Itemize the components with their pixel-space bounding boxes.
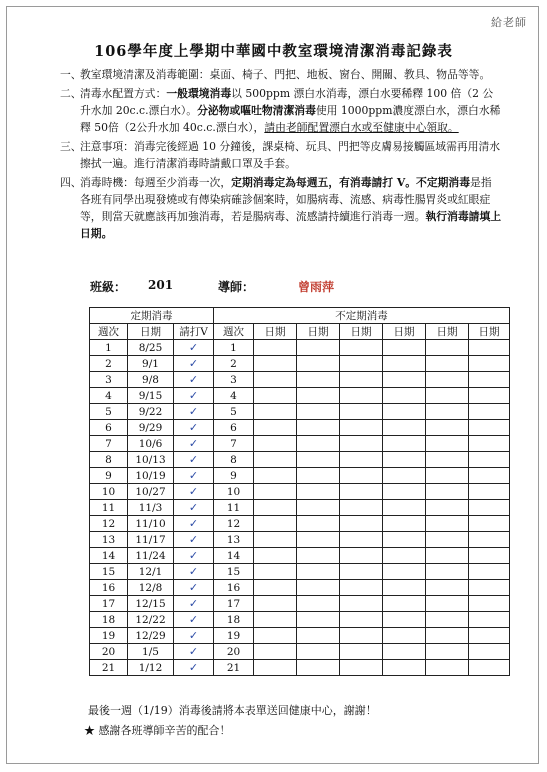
irregular-date-cell[interactable] — [383, 532, 426, 548]
irregular-week-cell: 11 — [214, 500, 254, 516]
col-date-irregular: 日期 — [297, 324, 340, 340]
irregular-week-cell: 20 — [214, 644, 254, 660]
irregular-date-cell[interactable] — [340, 500, 383, 516]
irregular-date-cell[interactable] — [254, 532, 297, 548]
check-cell: ✓ — [174, 468, 214, 484]
item-text: 清毒水配置方式：一般環境消毒以 500ppm 漂白水消毒，漂白水要稀釋 100 倍（2 公升水加 20c.c.漂白水）。分泌物或嘔吐物清潔消毒使用 1000ppm濃度漂白水，漂白水稀釋 50倍（2公升水加 40c.c.漂白水），請由老師配置漂白水或至健康中心領取。 — [80, 87, 501, 134]
check-cell: ✓ — [174, 564, 214, 580]
check-cell: ✓ — [174, 420, 214, 436]
week-cell: 14 — [90, 548, 128, 564]
irregular-date-cell[interactable] — [426, 356, 469, 372]
irregular-date-cell[interactable] — [340, 596, 383, 612]
irregular-date-cell[interactable] — [469, 564, 510, 580]
irregular-week-cell: 6 — [214, 420, 254, 436]
week-cell: 19 — [90, 628, 128, 644]
check-cell: ✓ — [174, 628, 214, 644]
week-cell: 9 — [90, 468, 128, 484]
irregular-date-cell[interactable] — [297, 452, 340, 468]
table-row — [90, 356, 510, 372]
class-value: 201 — [148, 278, 174, 292]
irregular-date-cell[interactable] — [340, 452, 383, 468]
table-row — [90, 628, 510, 644]
irregular-date-cell[interactable] — [383, 340, 426, 356]
irregular-date-cell[interactable] — [426, 452, 469, 468]
irregular-date-cell[interactable] — [297, 516, 340, 532]
col-week: 週次 — [90, 324, 128, 340]
irregular-date-cell[interactable] — [469, 468, 510, 484]
table-row — [90, 484, 510, 500]
irregular-date-cell[interactable] — [340, 468, 383, 484]
irregular-week-cell: 13 — [214, 532, 254, 548]
date-cell: 11/24 — [128, 548, 174, 564]
table-row — [90, 372, 510, 388]
irregular-date-cell[interactable] — [254, 660, 297, 676]
week-cell: 1 — [90, 340, 128, 356]
irregular-date-cell[interactable] — [254, 356, 297, 372]
table-row — [90, 596, 510, 612]
irregular-date-cell[interactable] — [426, 388, 469, 404]
instruction-item-2 — [60, 85, 502, 136]
item-number: 三、 — [60, 140, 82, 153]
irregular-date-cell[interactable] — [297, 484, 340, 500]
irregular-date-cell[interactable] — [426, 660, 469, 676]
instruction-item-1 — [60, 66, 502, 83]
date-cell: 10/27 — [128, 484, 174, 500]
irregular-date-cell[interactable] — [297, 468, 340, 484]
irregular-date-cell[interactable] — [340, 388, 383, 404]
irregular-week-cell: 9 — [214, 468, 254, 484]
check-cell: ✓ — [174, 388, 214, 404]
irregular-date-cell[interactable] — [297, 580, 340, 596]
irregular-date-cell[interactable] — [426, 628, 469, 644]
irregular-week-cell: 1 — [214, 340, 254, 356]
col-date-irregular: 日期 — [383, 324, 426, 340]
irregular-date-cell[interactable] — [340, 372, 383, 388]
table-row — [90, 516, 510, 532]
date-cell: 1/5 — [128, 644, 174, 660]
class-label: 班級： — [90, 280, 127, 294]
check-cell: ✓ — [174, 404, 214, 420]
irregular-week-cell: 18 — [214, 612, 254, 628]
date-cell: 9/22 — [128, 404, 174, 420]
check-cell: ✓ — [174, 372, 214, 388]
irregular-date-cell[interactable] — [254, 580, 297, 596]
check-cell: ✓ — [174, 612, 214, 628]
irregular-date-cell[interactable] — [383, 516, 426, 532]
item-text: 注意事項：消毒完後經過 10 分鐘後，課桌椅、玩具、門把等皮膚易接觸區域需再用清水擦拭一遍。進行清潔消毒時請戴口罩及手套。 — [80, 140, 501, 170]
irregular-date-cell[interactable] — [426, 596, 469, 612]
table-row — [90, 580, 510, 596]
week-cell: 16 — [90, 580, 128, 596]
date-cell: 10/13 — [128, 452, 174, 468]
regular-disinfection-header: 定期消毒 — [90, 308, 214, 324]
date-cell: 1/12 — [128, 660, 174, 676]
irregular-week-cell: 2 — [214, 356, 254, 372]
table-body — [90, 340, 510, 676]
irregular-date-cell[interactable] — [340, 484, 383, 500]
irregular-date-cell[interactable] — [469, 484, 510, 500]
instruction-item-3 — [60, 138, 502, 172]
irregular-date-cell[interactable] — [254, 452, 297, 468]
irregular-date-cell[interactable] — [426, 644, 469, 660]
table-row — [90, 548, 510, 564]
irregular-date-cell[interactable] — [254, 516, 297, 532]
irregular-date-cell[interactable] — [254, 596, 297, 612]
irregular-date-cell[interactable] — [254, 644, 297, 660]
irregular-date-cell[interactable] — [297, 628, 340, 644]
table-row — [90, 468, 510, 484]
irregular-date-cell[interactable] — [297, 340, 340, 356]
irregular-date-cell[interactable] — [383, 356, 426, 372]
week-cell: 10 — [90, 484, 128, 500]
irregular-date-cell[interactable] — [383, 564, 426, 580]
check-cell: ✓ — [174, 484, 214, 500]
check-cell: ✓ — [174, 500, 214, 516]
irregular-date-cell[interactable] — [254, 404, 297, 420]
check-cell: ✓ — [174, 548, 214, 564]
irregular-date-cell[interactable] — [426, 404, 469, 420]
irregular-date-cell[interactable] — [469, 612, 510, 628]
irregular-date-cell[interactable] — [383, 548, 426, 564]
irregular-week-cell: 8 — [214, 452, 254, 468]
week-cell: 17 — [90, 596, 128, 612]
footer-note: 最後一週（1/19）消毒後請將本表單送回健康中心，謝謝！ — [88, 704, 377, 717]
irregular-date-cell[interactable] — [254, 340, 297, 356]
irregular-date-cell[interactable] — [340, 660, 383, 676]
table-row — [90, 644, 510, 660]
check-cell: ✓ — [174, 532, 214, 548]
check-cell: ✓ — [174, 436, 214, 452]
irregular-date-cell[interactable] — [297, 644, 340, 660]
instructions-list — [60, 66, 502, 244]
irregular-date-cell[interactable] — [426, 548, 469, 564]
week-cell: 6 — [90, 420, 128, 436]
week-cell: 8 — [90, 452, 128, 468]
table-row — [90, 452, 510, 468]
corner-handwritten-note: 給老師 — [491, 16, 527, 29]
week-cell: 21 — [90, 660, 128, 676]
col-date-irregular: 日期 — [340, 324, 383, 340]
irregular-date-cell[interactable] — [297, 500, 340, 516]
irregular-date-cell[interactable] — [469, 356, 510, 372]
irregular-week-cell: 19 — [214, 628, 254, 644]
col-week-irregular: 週次 — [214, 324, 254, 340]
irregular-date-cell[interactable] — [426, 372, 469, 388]
irregular-week-cell: 15 — [214, 564, 254, 580]
teacher-label: 導師： — [218, 280, 255, 294]
table-row — [90, 388, 510, 404]
irregular-date-cell[interactable] — [297, 660, 340, 676]
date-cell: 12/1 — [128, 564, 174, 580]
check-cell: ✓ — [174, 340, 214, 356]
irregular-week-cell: 21 — [214, 660, 254, 676]
irregular-date-cell[interactable] — [340, 612, 383, 628]
irregular-date-cell[interactable] — [383, 404, 426, 420]
irregular-week-cell: 12 — [214, 516, 254, 532]
col-check: 請打V — [174, 324, 214, 340]
disinfection-record-table — [89, 307, 510, 676]
week-cell: 20 — [90, 644, 128, 660]
item-number: 一、 — [60, 68, 82, 81]
irregular-date-cell[interactable] — [383, 436, 426, 452]
irregular-date-cell[interactable] — [383, 468, 426, 484]
irregular-date-cell[interactable] — [469, 388, 510, 404]
week-cell: 2 — [90, 356, 128, 372]
item-number: 四、 — [60, 176, 82, 189]
irregular-date-cell[interactable] — [383, 372, 426, 388]
irregular-week-cell: 16 — [214, 580, 254, 596]
irregular-date-cell[interactable] — [383, 628, 426, 644]
col-date-irregular: 日期 — [426, 324, 469, 340]
irregular-date-cell[interactable] — [340, 532, 383, 548]
week-cell: 13 — [90, 532, 128, 548]
irregular-date-cell[interactable] — [297, 372, 340, 388]
irregular-date-cell[interactable] — [469, 532, 510, 548]
date-cell: 10/19 — [128, 468, 174, 484]
col-date: 日期 — [128, 324, 174, 340]
irregular-date-cell[interactable] — [340, 404, 383, 420]
table-row — [90, 532, 510, 548]
irregular-date-cell[interactable] — [340, 356, 383, 372]
irregular-week-cell: 10 — [214, 484, 254, 500]
week-cell: 4 — [90, 388, 128, 404]
irregular-date-cell[interactable] — [383, 388, 426, 404]
irregular-week-cell: 17 — [214, 596, 254, 612]
irregular-date-cell[interactable] — [254, 484, 297, 500]
item-text: 教室環境清潔及消毒範圍：桌面、椅子、門把、地板、窗台、開關、教具、物品等等。 — [80, 68, 491, 81]
week-cell: 11 — [90, 500, 128, 516]
irregular-date-cell[interactable] — [426, 580, 469, 596]
date-cell: 11/17 — [128, 532, 174, 548]
irregular-week-cell: 4 — [214, 388, 254, 404]
irregular-date-cell[interactable] — [340, 580, 383, 596]
item-number: 二、 — [60, 87, 82, 100]
table-row — [90, 404, 510, 420]
week-cell: 15 — [90, 564, 128, 580]
table-row — [90, 612, 510, 628]
irregular-date-cell[interactable] — [469, 500, 510, 516]
irregular-date-cell[interactable] — [340, 340, 383, 356]
irregular-date-cell[interactable] — [254, 500, 297, 516]
irregular-date-cell[interactable] — [469, 340, 510, 356]
irregular-date-cell[interactable] — [297, 548, 340, 564]
irregular-date-cell[interactable] — [426, 468, 469, 484]
irregular-date-cell[interactable] — [383, 452, 426, 468]
date-cell: 12/22 — [128, 612, 174, 628]
irregular-date-cell[interactable] — [469, 404, 510, 420]
table-row — [90, 500, 510, 516]
week-cell: 7 — [90, 436, 128, 452]
irregular-date-cell[interactable] — [426, 420, 469, 436]
table-row — [90, 564, 510, 580]
check-cell: ✓ — [174, 356, 214, 372]
week-cell: 18 — [90, 612, 128, 628]
document-title: 106學年度上學期中華國中教室環境清潔消毒記錄表 — [94, 43, 453, 60]
table-row — [90, 420, 510, 436]
check-cell: ✓ — [174, 516, 214, 532]
irregular-date-cell[interactable] — [426, 516, 469, 532]
date-cell: 9/8 — [128, 372, 174, 388]
col-date-irregular: 日期 — [254, 324, 297, 340]
irregular-date-cell[interactable] — [297, 356, 340, 372]
irregular-date-cell[interactable] — [297, 532, 340, 548]
table-row — [90, 340, 510, 356]
irregular-date-cell[interactable] — [340, 564, 383, 580]
irregular-date-cell[interactable] — [383, 484, 426, 500]
irregular-date-cell[interactable] — [469, 628, 510, 644]
date-cell: 9/29 — [128, 420, 174, 436]
irregular-date-cell[interactable] — [254, 628, 297, 644]
irregular-date-cell[interactable] — [469, 420, 510, 436]
col-date-irregular: 日期 — [469, 324, 510, 340]
irregular-date-cell[interactable] — [469, 452, 510, 468]
irregular-date-cell[interactable] — [426, 612, 469, 628]
item-text: 消毒時機：每週至少消毒一次，定期消毒定為每週五，有消毒請打 V。不定期消毒是指各班有同學出現發燒或有傳染病確診個案時，如腸病毒、流感、病毒性腸胃炎或紅眼症等，則當天就應該再加強消毒，若是腸病毒、流感請持續進行消毒一週。執行消毒請填上日期。 — [80, 176, 502, 240]
irregular-date-cell[interactable] — [426, 484, 469, 500]
irregular-date-cell[interactable] — [297, 596, 340, 612]
irregular-date-cell[interactable] — [340, 436, 383, 452]
irregular-date-cell[interactable] — [383, 500, 426, 516]
irregular-date-cell[interactable] — [340, 548, 383, 564]
irregular-date-cell[interactable] — [297, 404, 340, 420]
irregular-date-cell[interactable] — [254, 420, 297, 436]
check-cell: ✓ — [174, 596, 214, 612]
date-cell: 10/6 — [128, 436, 174, 452]
check-cell: ✓ — [174, 580, 214, 596]
irregular-date-cell[interactable] — [383, 580, 426, 596]
irregular-week-cell: 14 — [214, 548, 254, 564]
irregular-date-cell[interactable] — [426, 564, 469, 580]
irregular-date-cell[interactable] — [469, 580, 510, 596]
date-cell: 8/25 — [128, 340, 174, 356]
instruction-item-4 — [60, 174, 502, 242]
table-row — [90, 436, 510, 452]
irregular-date-cell[interactable] — [297, 420, 340, 436]
table-row — [90, 660, 510, 676]
date-cell: 9/15 — [128, 388, 174, 404]
date-cell: 12/29 — [128, 628, 174, 644]
irregular-date-cell[interactable] — [426, 436, 469, 452]
date-cell: 11/3 — [128, 500, 174, 516]
date-cell: 12/15 — [128, 596, 174, 612]
irregular-disinfection-header: 不定期消毒 — [214, 308, 510, 324]
irregular-date-cell[interactable] — [469, 644, 510, 660]
irregular-date-cell[interactable] — [297, 612, 340, 628]
date-cell: 11/10 — [128, 516, 174, 532]
irregular-date-cell[interactable] — [383, 660, 426, 676]
irregular-week-cell: 7 — [214, 436, 254, 452]
irregular-date-cell[interactable] — [426, 340, 469, 356]
irregular-week-cell: 5 — [214, 404, 254, 420]
date-cell: 12/8 — [128, 580, 174, 596]
date-cell: 9/1 — [128, 356, 174, 372]
irregular-date-cell[interactable] — [297, 436, 340, 452]
irregular-date-cell[interactable] — [254, 564, 297, 580]
irregular-date-cell[interactable] — [469, 372, 510, 388]
irregular-date-cell[interactable] — [426, 500, 469, 516]
irregular-date-cell[interactable] — [469, 596, 510, 612]
irregular-date-cell[interactable] — [383, 420, 426, 436]
irregular-date-cell[interactable] — [254, 548, 297, 564]
irregular-date-cell[interactable] — [383, 612, 426, 628]
irregular-date-cell[interactable] — [340, 516, 383, 532]
irregular-date-cell[interactable] — [254, 388, 297, 404]
week-cell: 12 — [90, 516, 128, 532]
check-cell: ✓ — [174, 644, 214, 660]
irregular-date-cell[interactable] — [469, 548, 510, 564]
irregular-week-cell: 3 — [214, 372, 254, 388]
irregular-date-cell[interactable] — [383, 596, 426, 612]
irregular-date-cell[interactable] — [254, 372, 297, 388]
irregular-date-cell[interactable] — [469, 436, 510, 452]
teacher-signature-stamp: 曾雨萍 — [298, 280, 335, 294]
irregular-date-cell[interactable] — [254, 612, 297, 628]
irregular-date-cell[interactable] — [426, 532, 469, 548]
irregular-date-cell[interactable] — [340, 644, 383, 660]
irregular-date-cell[interactable] — [297, 564, 340, 580]
irregular-date-cell[interactable] — [297, 388, 340, 404]
irregular-date-cell[interactable] — [254, 468, 297, 484]
irregular-date-cell[interactable] — [469, 660, 510, 676]
irregular-date-cell[interactable] — [340, 420, 383, 436]
irregular-date-cell[interactable] — [254, 436, 297, 452]
irregular-date-cell[interactable] — [383, 644, 426, 660]
check-cell: ✓ — [174, 452, 214, 468]
footer-thanks: ★ 感謝各班導師辛苦的配合！ — [84, 724, 231, 737]
week-cell: 3 — [90, 372, 128, 388]
irregular-date-cell[interactable] — [340, 628, 383, 644]
week-cell: 5 — [90, 404, 128, 420]
check-cell: ✓ — [174, 660, 214, 676]
class-teacher-line — [90, 278, 334, 295]
irregular-date-cell[interactable] — [469, 516, 510, 532]
